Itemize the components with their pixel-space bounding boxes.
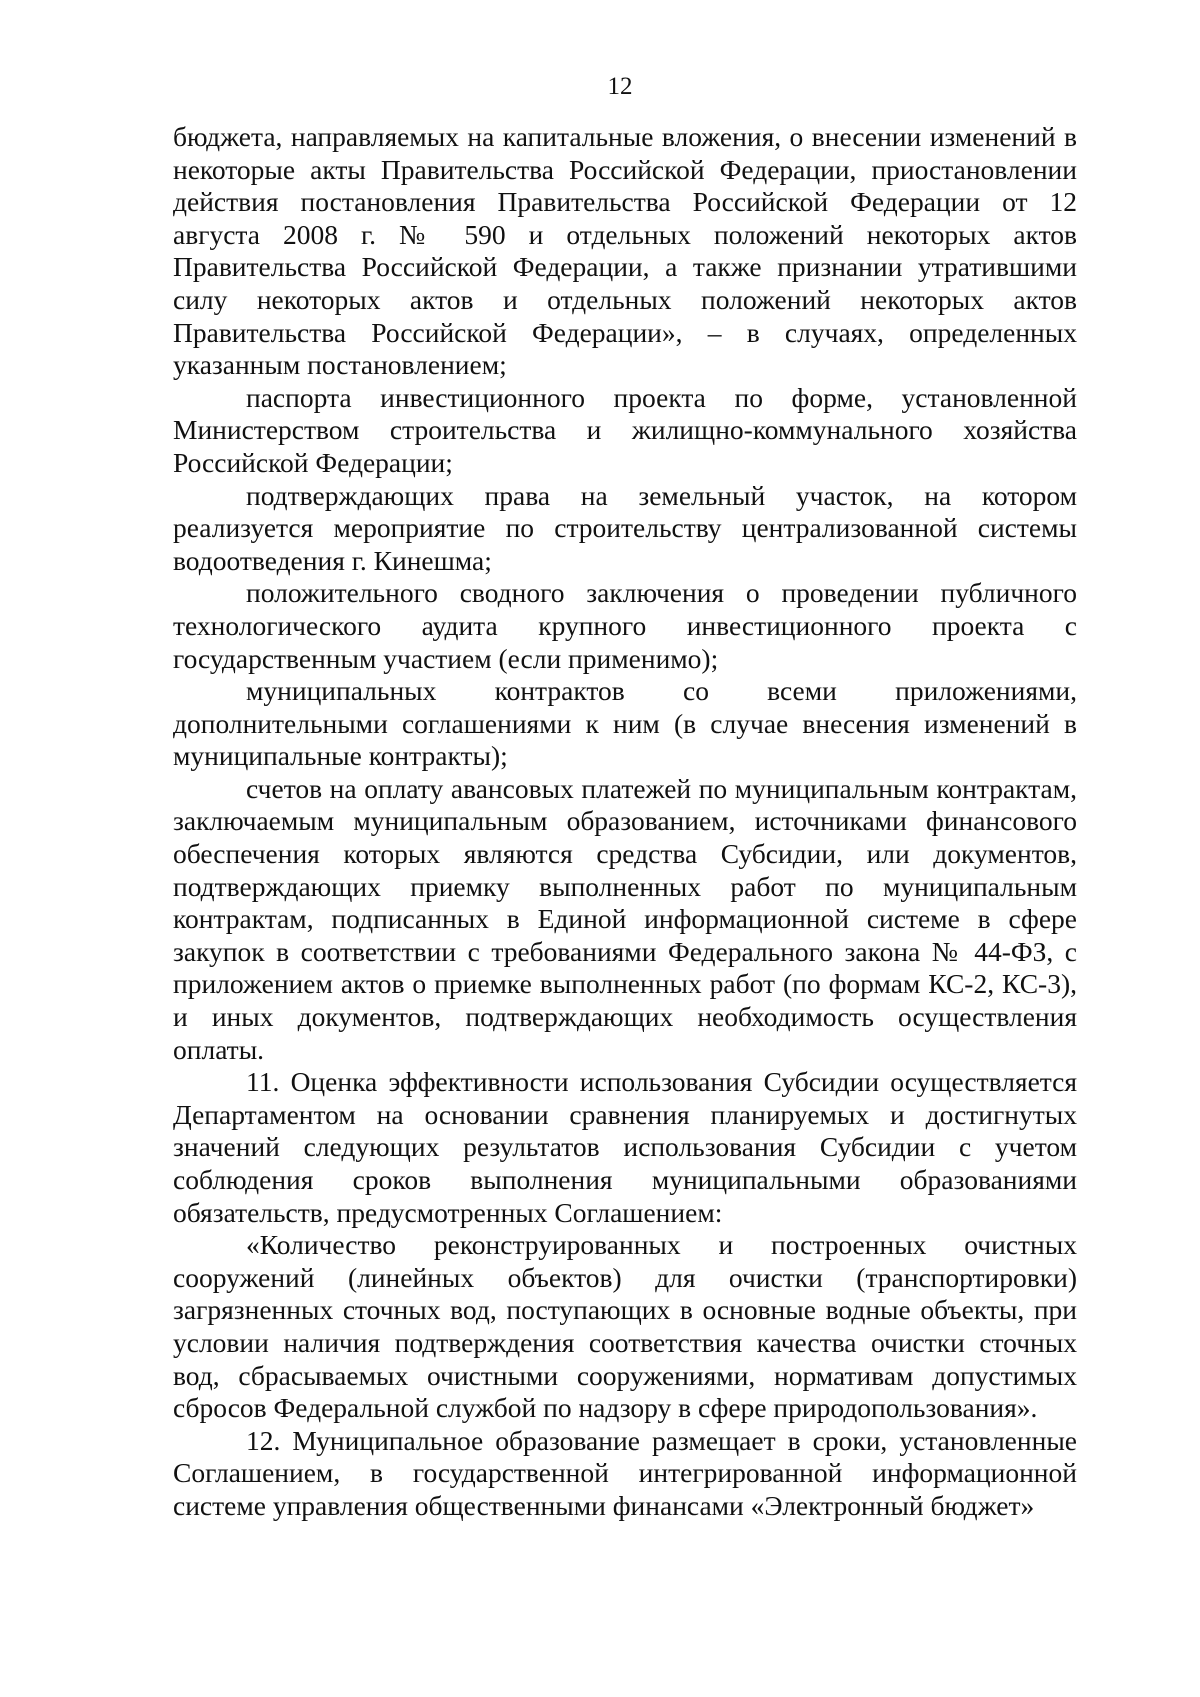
paragraph-investment-passport: паспорта инвестиционного проекта по форме, установленной Министерством строительства и жилищно-коммунального хозяйства Российской Федерации;	[173, 381, 1077, 478]
paragraph-audit-conclusion: положительного сводного заключения о проведении публичного технологического аудита крупного инвестиционного проекта с государственным участием (если применимо);	[173, 577, 1077, 674]
document-body	[173, 121, 1077, 1523]
paragraph-payment-invoices: счетов на оплату авансовых платежей по муниципальным контрактам, заключаемым муниципальным образованием, источниками финансового обеспечения которых являются средства Субсидии, или документов, подтверждающих приемку выполненных работ по муниципальным контрактам, подписанных в Единой информационной системе в сфере закупок в соответствии с требованиями Федерального закона № 44-ФЗ, с приложением актов о приемке выполненных работ (по формам КС-2, КС-3), и иных документов, подтверждающих необходимость осуществления оплаты.	[173, 772, 1077, 1065]
paragraph-municipal-contracts: муниципальных контрактов со всеми приложениями, дополнительными соглашениями к ним (в случае внесения изменений в муниципальные контракты);	[173, 675, 1077, 772]
paragraph-clause-12: 12. Муниципальное образование размещает в сроки, установленные Соглашением, в государственной интегрированной информационной системе управления общественными финансами «Электронный бюджет»	[173, 1424, 1077, 1521]
paragraph-land-rights: подтверждающих права на земельный участок, на котором реализуется мероприятие по строительству централизованной системы водоотведения г. Кинешма;	[173, 479, 1077, 576]
page-number: 12	[607, 73, 633, 100]
paragraph-clause-11: 11. Оценка эффективности использования Субсидии осуществляется Департаментом на основании сравнения планируемых и достигнутых значений следующих результатов использования Субсидии с учетом соблюдения сроков выполнения муниципальными образованиями обязательств, предусмотренных Соглашением:	[173, 1066, 1077, 1228]
paragraph-result-indicator: «Количество реконструированных и построенных очистных сооружений (линейных объектов) для очистки (транспортировки) загрязненных сточных вод, поступающих в основные водные объекты, при условии наличия подтверждения соответствия качества очистки сточных вод, сбрасываемых очистными сооружениями, нормативам допустимых сбросов Федеральной службой по надзору в сфере природопользования».	[173, 1229, 1077, 1424]
paragraph-continuation: бюджета, направляемых на капитальные вложения, о внесении изменений в некоторые акты Правительства Российской Федерации, приостановлении действия постановления Правительства Российской Федерации от 12 августа 2008 г. № 590 и отдельных положений некоторых актов Правительства Российской Федерации, а также признании утратившими силу некоторых актов и отдельных положений некоторых актов Правительства Российской Федерации», – в случаях, определенных указанным постановлением;	[173, 121, 1077, 381]
